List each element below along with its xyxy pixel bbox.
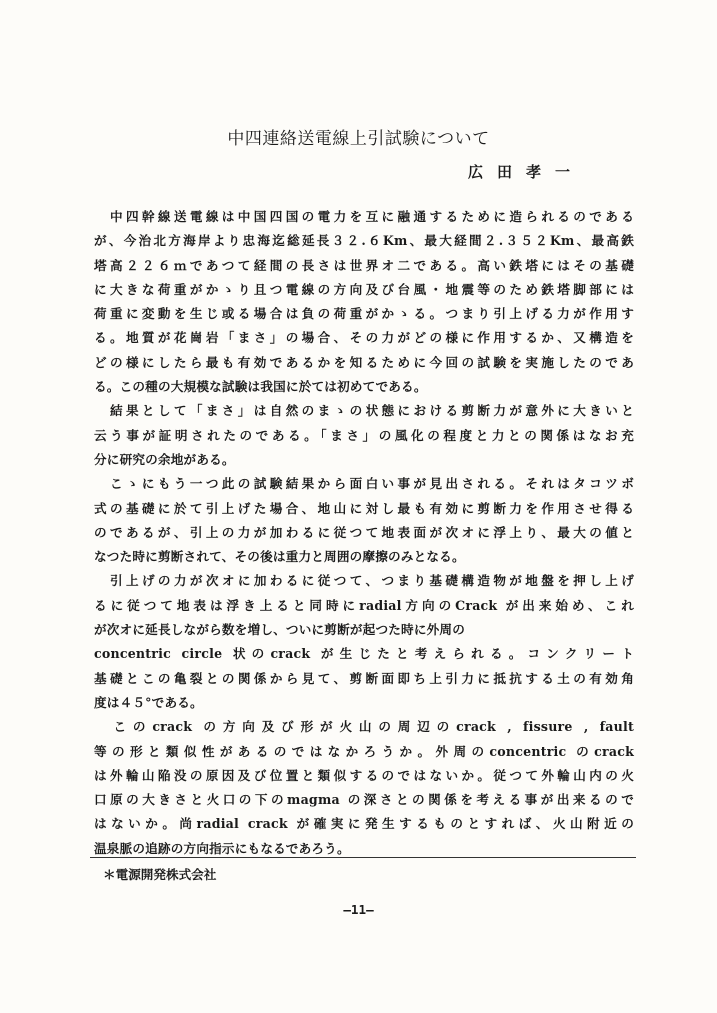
paragraph-line: るに従つて地表は浮き上ると同時にradial方向のCrack が出来始め、これ	[94, 597, 634, 613]
author-name: 広田孝一	[468, 163, 585, 181]
paragraph-line: は外輪山陥没の原因及び位置と類似するのではないか。従つて外輪山内の火	[94, 767, 634, 783]
footnote-divider	[90, 857, 636, 858]
paragraph-line: はないか。尚radial crack が確実に発生するものとすれば、火山附近の	[94, 816, 634, 832]
paragraph-line: 口原の大きさと火口の下のmagma の深さとの関係を考える事が出来るので	[94, 792, 634, 808]
page-number: —11—	[343, 902, 374, 917]
paragraph-line: 塔高２２６ｍであつて経間の長さは世界オ二である。高い鉄塔にはその基礎	[94, 257, 634, 273]
paragraph-line: 温泉脈の追跡の方向指示にもなるであろう。	[94, 840, 350, 856]
body-text	[94, 205, 634, 861]
paragraph-line: 等の形と類似性があるのではなかろうか。外周のconcentric のcrack	[94, 743, 634, 759]
paragraph-line: る。この種の大規模な試験は我国に於ては初めてである。	[94, 379, 427, 395]
paragraph-line: 度は４５°である。	[94, 694, 203, 710]
paragraph-line: concentric circle 状のcrack が生じたと考えられる。コンクリート	[94, 646, 634, 662]
page-title: 中四連絡送電線上引試験について	[227, 129, 490, 150]
paragraph-line: のであるが、引上の力が加わるに従つて地表面が次オに浮上り、最大の値と	[94, 524, 634, 540]
paragraph-line: どの様にしたら最も有効であるかを知るために今回の試験を実施したのであ	[94, 354, 634, 370]
paragraph-line: 引上げの力が次オに加わるに従つて、つまり基礎構造物が地盤を押し上げ	[94, 573, 634, 589]
paragraph-line: こゝにもう一つ此の試験結果から面白い事が見出される。それはタコツボ	[94, 476, 634, 492]
paragraph-line: 荷重に変動を生じ或る場合は負の荷重がかゝる。つまり引上げる力が作用す	[94, 306, 634, 322]
paragraph-line: 基礎とこの亀裂との関係から見て、剪断面即ち上引力に抵抗する土の有効角	[94, 670, 634, 686]
paragraph-line: このcrack の方向及び形が火山の周辺のcrack , fissure , fault	[94, 719, 634, 735]
paragraph-line: 結果として「まさ」は自然のまゝの状態における剪断力が意外に大きいと	[94, 403, 634, 419]
footnote: ＊電源開発株式会社	[103, 867, 217, 882]
paragraph-line: 分に研究の余地がある。	[94, 451, 235, 467]
paragraph-line: が、今治北方海岸より忠海迄総延長３２.６Km、最大経間２.３５２Km、最高鉄	[94, 233, 634, 249]
paragraph-line: る。地質が花崗岩「まさ」の場合、その力がどの様に作用するか、又構造を	[94, 330, 634, 346]
paragraph-line: に大きな荷重がかゝり且つ電線の方向及び台風・地震等のため鉄塔脚部には	[94, 281, 634, 297]
paragraph-line: なつた時に剪断されて、その後は重力と周囲の摩擦のみとなる。	[94, 549, 465, 565]
paragraph-line: 云う事が証明されたのである。「まさ」の風化の程度と力との関係はなお充	[94, 427, 634, 443]
paragraph-line: が次オに延長しながら数を増し、ついに剪断が起つた時に外周の	[94, 622, 466, 638]
paragraph-line: 中四幹線送電線は中国四国の電力を互に融通するために造られるのである	[94, 209, 634, 224]
paragraph-line: 式の基礎に於て引上げた場合、地山に対し最も有効に剪断力を作用させ得る	[94, 500, 634, 516]
